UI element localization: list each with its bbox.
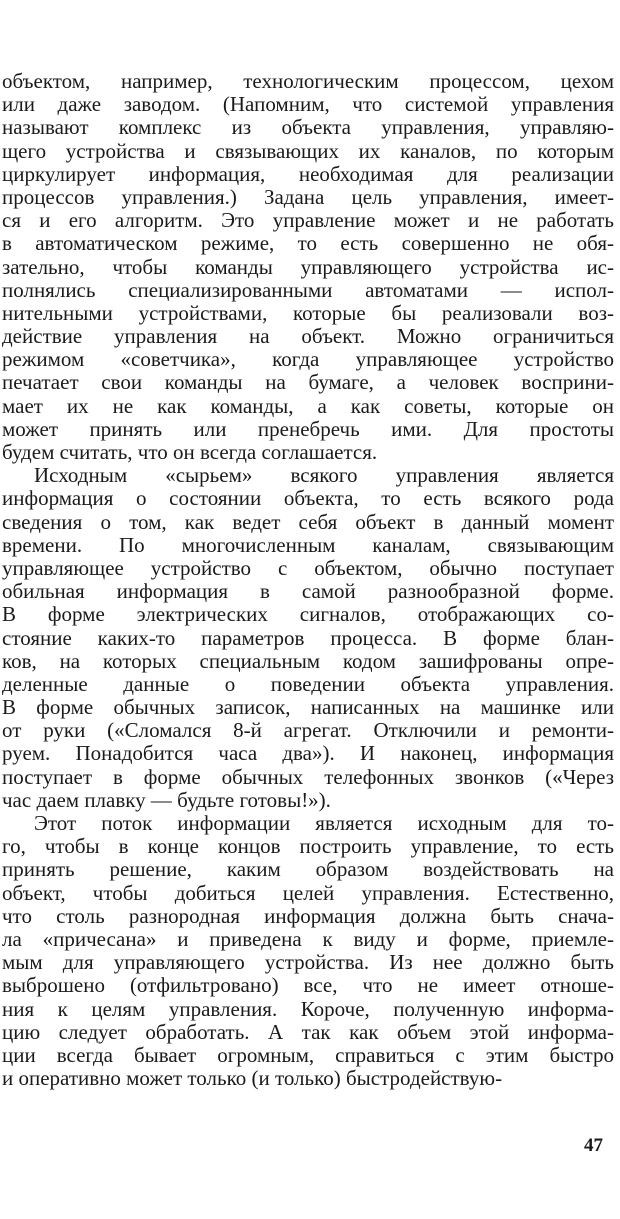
text-line: обильная информация в самой разнообразной форме.	[2, 580, 614, 604]
text-line: мает их не как команды, а как советы, которые он	[2, 394, 614, 418]
text-line: процессов управления.) Задана цель управления, имеет-	[2, 185, 614, 209]
text-line: ния к целям управления. Короче, полученную информа-	[2, 997, 614, 1021]
text-line: сведения о том, как ведет себя объект в данный момент	[2, 510, 614, 534]
text-line: режимом «советчика», когда управляющее устройство	[2, 348, 614, 372]
text-line: времени. По многочисленным каналам, связывающим	[2, 533, 614, 557]
text-line: нительными устройствами, которые бы реализовали воз-	[2, 301, 614, 325]
text-line: принять решение, каким образом воздействовать на	[2, 858, 614, 882]
text-line: управляющее устройство с объектом, обычно поступает	[2, 556, 614, 580]
text-line: щего устройства и связывающих их каналов, по которым	[2, 139, 614, 163]
text-line: или даже заводом. (Напомним, что системой управления	[2, 93, 614, 117]
text-line: В форме обычных записок, написанных на машинке или	[2, 696, 614, 720]
text-line: стояние каких-то параметров процесса. В форме блан-	[2, 626, 614, 650]
text-line: мым для управляющего устройства. Из нее должно быть	[2, 951, 614, 975]
text-line: час даем плавку — будьте готовы!»).	[2, 788, 331, 812]
page-number: 47	[584, 1135, 603, 1156]
text-line: действие управления на объект. Можно ограничиться	[2, 325, 614, 349]
text-line: и оперативно может только (и только) быстродействую-	[2, 1067, 503, 1091]
text-line: руем. Понадобится часа два»). И наконец, информация	[2, 742, 614, 766]
text-line: ков, на которых специальным кодом зашифрованы опре-	[2, 649, 614, 673]
text-line: го, чтобы в конце концов построить управление, то есть	[2, 835, 614, 859]
paragraph	[2, 812, 614, 1090]
text-line: Этот поток информации является исходным для то-	[34, 812, 614, 835]
text-line: что столь разнородная информация должна быть снача-	[2, 904, 614, 928]
text-line: Исходным «сырьем» всякого управления является	[34, 464, 614, 488]
text-line: объект, чтобы добиться целей управления. Естественно,	[2, 881, 614, 905]
text-line: ся и его алгоритм. Это управление может и не работать	[2, 209, 614, 233]
text-line: поступает в форме обычных телефонных звонков («Через	[2, 765, 614, 789]
text-line: информация о состоянии объекта, то есть всякого рода	[2, 487, 614, 511]
text-line: цию следует обработать. А так как объем этой информа-	[2, 1020, 614, 1044]
text-line: зательно, чтобы команды управляющего устройства ис-	[2, 255, 614, 279]
paragraph	[2, 70, 614, 464]
text-line: выброшено (отфильтровано) все, что не имеет отноше-	[2, 974, 614, 998]
body-text	[2, 70, 614, 1090]
text-line: ла «причесана» и приведена к виду и форме, приемле-	[2, 927, 614, 951]
text-line: ции всегда бывает огромным, справиться с этим быстро	[2, 1043, 614, 1067]
text-line: циркулирует информация, необходимая для реализации	[2, 162, 614, 186]
text-line: В форме электрических сигналов, отображающих со-	[2, 603, 614, 627]
text-line: деленные данные о поведении объекта управления.	[2, 672, 614, 696]
text-line: в автоматическом режиме, то есть совершенно не обя-	[2, 232, 614, 256]
text-line: может принять или пренебречь ими. Для простоты	[2, 417, 614, 441]
text-line: полнялись специализированными автоматами — испол-	[2, 278, 614, 302]
text-line: называют комплекс из объекта управления, управляю-	[2, 116, 614, 140]
text-line: объектом, например, технологическим процессом, цехом	[2, 70, 614, 93]
paragraph	[2, 464, 614, 812]
text-line: будем считать, что он всегда соглашается.	[2, 441, 378, 464]
text-line: печатает свои команды на бумаге, а человек восприни-	[2, 371, 614, 395]
text-line: от руки («Сломался 8-й агрегат. Отключили и ремонти-	[2, 719, 614, 743]
